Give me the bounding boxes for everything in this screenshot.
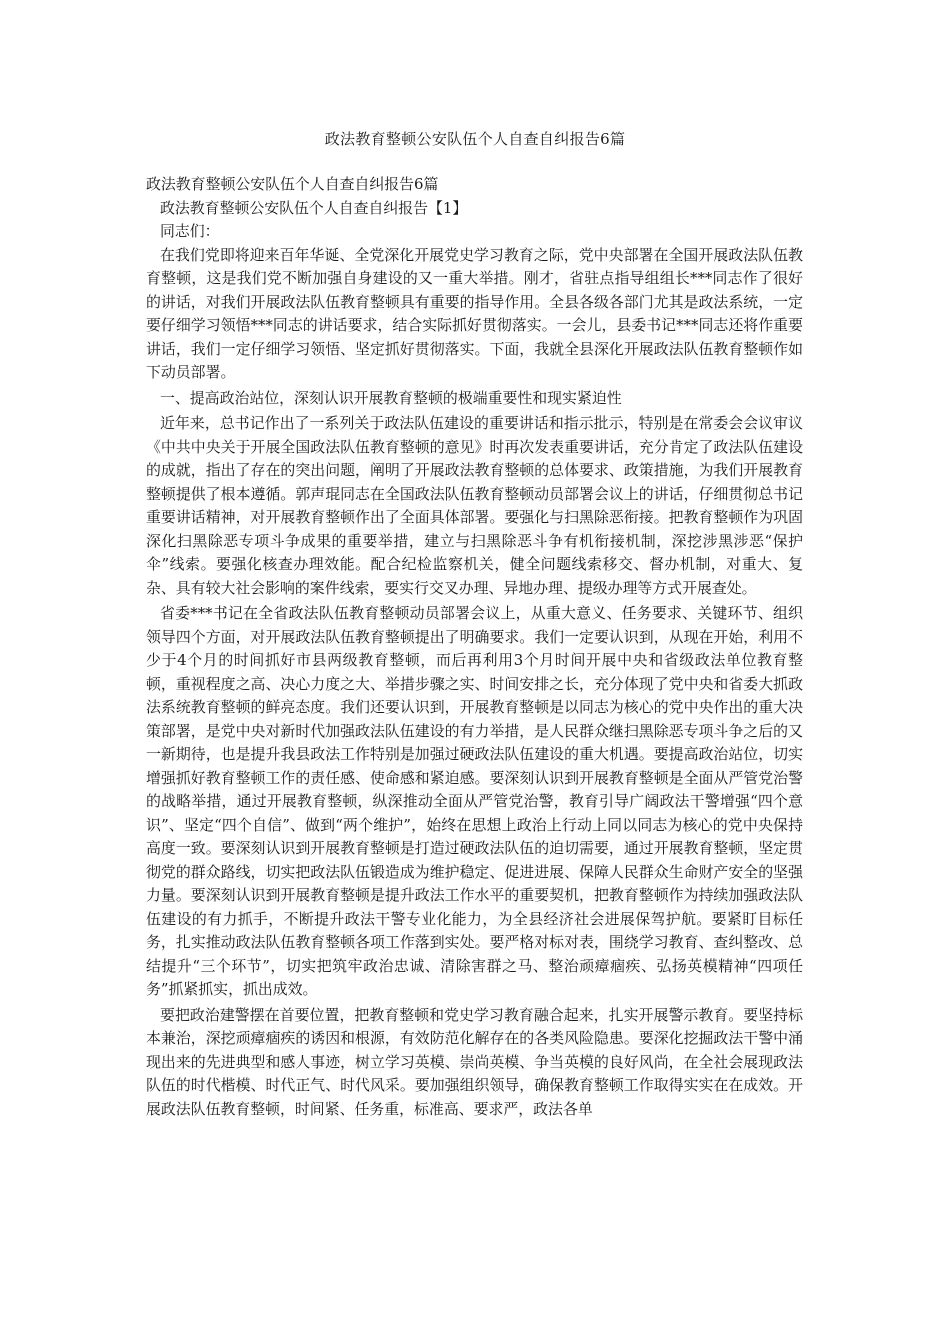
page-title: 政法教育整顿公安队伍个人自查自纠报告6篇 bbox=[324, 130, 626, 148]
document-body bbox=[146, 173, 803, 1123]
paragraph-2: 近年来，总书记作出了一系列关于政法队伍建设的重要讲话和指示批示，特别是在常委会会议审议《中共中央关于开展全国政法队伍教育整顿的意见》时再次发表重要讲话，充分肯定了政法队伍建设的成就，指出了存在的突出问题，阐明了开展政法教育整顿的总体要求、政策措施，为我们开展教育整顿提供了根本遵循。郭声琨同志在全国政法队伍教育整顿动员部署会议上的讲话，仔细贯彻总书记重要讲话精神，对开展教育整顿作出了全面具体部署。要强化与扫黑除恶衔接。把教育整顿作为巩固深化扫黑除恶专项斗争成果的重要举措，建立与扫黑除恶斗争有机衔接机制，深挖涉黑涉恶“保护伞”线索。要强化核查办理效能。配合纪检监察机关，健全问题线索移交、督办机制，对重大、复杂、具有较大社会影响的案件线索，要实行交叉办理、异地办理、提级办理等方式开展查处。 bbox=[146, 414, 803, 597]
paragraph-4: 要把政治建警摆在首要位置，把教育整顿和党史学习教育融合起来，扎实开展警示教育。要坚持标本兼治，深挖顽瘴痼疾的诱因和根源，有效防范化解存在的各类风险隐患。要深化挖掘政法干警中涌现出来的先进典型和感人事迹，树立学习英模、崇尚英模、争当英模的良好风尚，在全社会展现政法队伍的时代楷模、时代正气、时代风采。要加强组织领导，确保教育整顿工作取得实实在在成效。开展政法队伍教育整顿，时间紧、任务重，标准高、要求严，政法各单 bbox=[146, 1005, 803, 1118]
document-heading: 政法教育整顿公安队伍个人自查自纠报告6篇 bbox=[146, 175, 439, 193]
document-subheading: 政法教育整顿公安队伍个人自查自纠报告【1】 bbox=[160, 198, 468, 217]
paragraph-3: 省委***书记在全省政法队伍教育整顿动员部署会议上，从重大意义、任务要求、关键环节、组织领导四个方面，对开展政法队伍教育整顿提出了明确要求。我们一定要认识到，从现在开始，利用不少于4个月的时间抓好市县两级教育整顿，而后再利用3个月时间开展中央和省级政法单位教育整顿，重视程度之高、决心力度之大、举措步骤之实、时间安排之长，充分体现了党中央和省委大抓政法系统教育整顿的鲜亮态度。我们还要认识到，开展教育整顿是以同志为核心的党中央作出的重大决策部署，是党中央对新时代加强政法队伍建设的有力举措，是人民群众继扫黑除恶专项斗争之后的又一新期待，也是提升我县政法工作特别是加强过硬政法队伍建设的重大机遇。要提高政治站位，切实增强抓好教育整顿工作的责任感、使命感和紧迫感。要深刻认识到开展教育整顿是全面从严管党治警的战略举措，通过开展教育整顿，纵深推动全面从严管党治警，教育引导广阔政法干警增强“四个意识”、坚定“四个自信”、做到“两个维护”，始终在思想上政治上行动上同以同志为核心的党中央保持高度一致。要深刻认识到开展教育整顿是打造过硬政法队伍的迫切需要，通过开展教育整顿，坚定贯彻党的群众路线，切实把政法队伍锻造成为维护稳定、促进进展、保障人民群众生命财产安全的坚强力量。要深刻认识到开展教育整顿是提升政法工作水平的重要契机，把教育整顿作为持续加强政法队伍建设的有力抓手，不断提升政法干警专业化能力，为全县经济社会进展保驾护航。要紧盯目标任务，扎实推动政法队伍教育整顿各项工作落到实处。要严格对标对表，围绕学习教育、查纠整改、总结提升“三个环节”，切实把筑牢政治忠诚、清除害群之马、整治顽瘴痼疾、弘扬英模精神“四项任务”抓紧抓实，抓出成效。 bbox=[146, 604, 803, 998]
salutation: 同志们： bbox=[160, 222, 220, 240]
paragraph-1: 在我们党即将迎来百年华诞、全党深化开展党史学习教育之际，党中央部署在全国开展政法队伍教育整顿，这是我们党不断加强自身建设的又一重大举措。刚才，省驻点指导组组长***同志作了很好的讲话，对我们开展政法队伍教育整顿具有重要的指导作用。全县各级各部门尤其是政法系统，一定要仔细学习领悟***同志的讲话要求，结合实际抓好贯彻落实。一会儿，县委书记***同志还将作重要讲话，我们一定仔细学习领悟、坚定抓好贯彻落实。下面，我就全县深化开展政法队伍教育整顿作如下动员部署。 bbox=[146, 245, 803, 381]
section-heading-1: 一、提高政治站位，深刻认识开展教育整顿的极端重要性和现实紧迫性 bbox=[160, 388, 622, 407]
